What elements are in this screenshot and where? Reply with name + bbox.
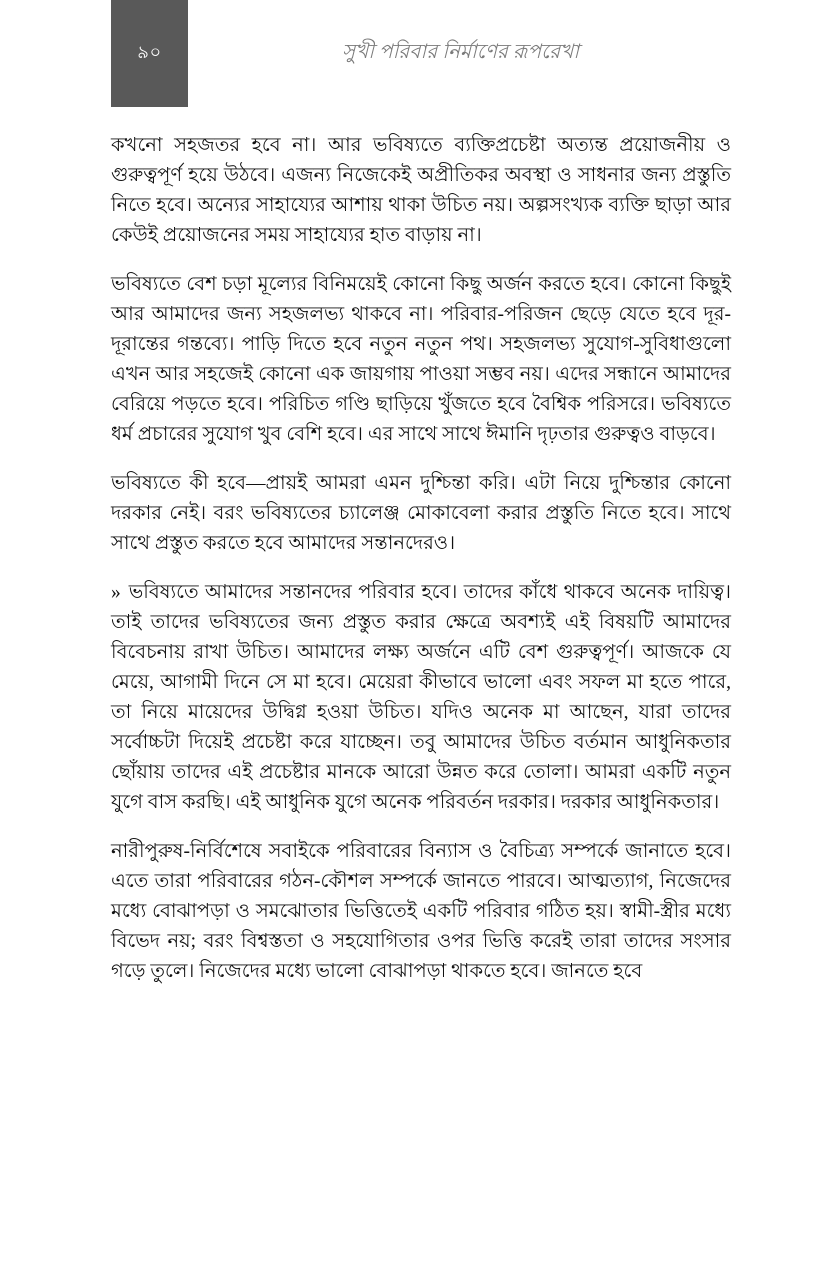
paragraph-4-text: ভবিষ্যতে আমাদের সন্তানদের পরিবার হবে। তাদের কাঁধে থাকবে অনেক দায়িত্ব। তাই তাদের ভবিষ্যতের জন্য প্রস্তুত করার ক্ষেত্রে অবশ্যই এই বিষয়টি আমাদের বিবেচনায় রাখা উচিত। আমাদের লক্ষ্য অর্জনে এটি বেশ গুরুত্বপূর্ণ। আজকে যে মেয়ে, আগামী দিনে সে মা হবে। মেয়েরা কীভাবে ভালো এবং সফল মা হতে পারে, তা নিয়ে মায়েদের উদ্বিগ্ন হওয়া উচিত। যদিও অনেক মা আছেন, যারা তাদের সর্বোচ্চটা দিয়েই প্রচেষ্টা করে যাচ্ছেন। তবু আমাদের উচিত বর্তমান আধুনিকতার ছোঁয়ায় তাদের এই প্রচেষ্টার মানকে আরো উন্নত করে তোলা। আমরা একটি নতুন যুগে বাস করছি। এই আধুনিক যুগে অনেক পরিবর্তন দরকার। দরকার আধুনিকতার।	[111, 582, 731, 813]
body-text-column	[111, 131, 731, 987]
page-number: ৯০	[137, 42, 162, 62]
folio-box	[111, 0, 188, 107]
running-title: সুখী পরিবার নির্মাণের রূপরেখা	[341, 41, 580, 63]
paragraph-5: নারীপুরুষ-নির্বিশেষে সবাইকে পরিবারের বিন্যাস ও বৈচিত্র্য সম্পর্কে জানাতে হবে। এতে তারা পরিবারের গঠন-কৌশল সম্পর্কে জানতে পারবে। আত্মত্যাগ, নিজেদের মধ্যে বোঝাপড়া ও সমঝোতার ভিত্তিতেই একটি পরিবার গঠিত হয়। স্বামী-স্ত্রীর মধ্যে বিভেদ নয়; বরং বিশ্বস্ততা ও সহযোগিতার ওপর ভিত্তি করেই তারা তাদের সংসার গড়ে তুলে। নিজেদের মধ্যে ভালো বোঝাপড়া থাকতে হবে। জানতে হবে	[111, 841, 731, 982]
page-header	[0, 0, 822, 107]
paragraph-2: ভবিষ্যতে বেশ চড়া মূল্যের বিনিময়েই কোনো কিছু অর্জন করতে হবে। কোনো কিছুই আর আমাদের জন্য সহজলভ্য থাকবে না। পরিবার-পরিজন ছেড়ে যেতে হবে দূর-দূরান্তের গন্তব্যে। পাড়ি দিতে হবে নতুন নতুন পথ। সহজলভ্য সুযোগ-সুবিধাগুলো এখন আর সহজেই কোনো এক জায়গায় পাওয়া সম্ভব নয়। এদের সন্ধানে আমাদের বেরিয়ে পড়তে হবে। পরিচিত গণ্ডি ছাড়িয়ে খুঁজতে হবে বৈশ্বিক পরিসরে। ভবিষ্যতে ধর্ম প্রচারের সুযোগ খুব বেশি হবে। এর সাথে সাথে ঈমানি দৃঢ়তার গুরুত্বও বাড়বে।	[111, 274, 731, 445]
paragraph-1: কখনো সহজতর হবে না। আর ভবিষ্যতে ব্যক্তিপ্রচেষ্টা অত্যন্ত প্রয়োজনীয় ও গুরুত্বপূর্ণ হয়ে উঠবে। এজন্য নিজেকেই অপ্রীতিকর অবস্থা ও সাধনার জন্য প্রস্তুতি নিতে হবে। অন্যের সাহায্যের আশায় থাকা উচিত নয়। অল্পসংখ্যক ব্যক্তি ছাড়া আর কেউই প্রয়োজনের সময় সাহায্যের হাত বাড়ায় না।	[111, 135, 731, 246]
paragraph-marker-icon: »	[111, 582, 121, 603]
paragraph-4	[111, 578, 731, 818]
paragraph-3: ভবিষ্যতে কী হবে—প্রায়ই আমরা এমন দুশ্চিন্তা করি। এটা নিয়ে দুশ্চিন্তার কোনো দরকার নেই। বরং ভবিষ্যতের চ্যালেঞ্জ মোকাবেলা করার প্রস্তুতি নিতে হবে। সাথে সাথে প্রস্তুত করতে হবে আমাদের সন্তানদেরও।	[111, 473, 731, 554]
